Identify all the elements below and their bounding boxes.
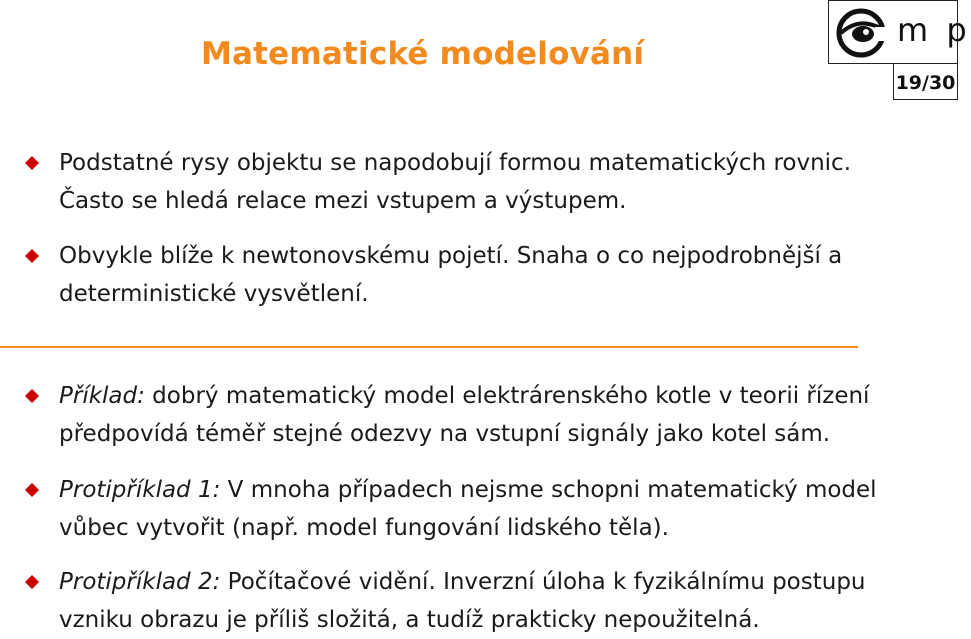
logo-letters: m p: [897, 11, 971, 49]
logo: [828, 0, 971, 64]
diamond-bullet-icon: [25, 249, 39, 263]
slide-title: Matematické modelování: [201, 36, 645, 72]
bullet-text: [59, 563, 919, 639]
bullet-text: [59, 471, 919, 547]
bullet-body: V mnoha případech nejsme schopni matematický model vůbec vytvořit (např. model fungování lidského těla).: [59, 477, 877, 541]
bullet-body: dobrý matematický model elektrárenského kotle v teorii řízení předpovídá téměř stejné odezvy na vstupní signály jako kotel sám.: [59, 383, 870, 447]
bullet-label: Příklad:: [59, 383, 145, 409]
diamond-bullet-icon: [25, 156, 39, 170]
page-number: 19/30: [893, 64, 958, 100]
bullet-body: Počítačové vidění. Inverzní úloha k fyzikálnímu postupu vzniku obrazu je příliš složitá, a tudíž prakticky nepoužitelná.: [59, 569, 866, 633]
bullet-text: [59, 377, 919, 453]
diamond-bullet-icon: [25, 483, 39, 497]
bullet-label: Protipříklad 1:: [59, 477, 221, 503]
bullet-text: Obvykle blíže k newtonovskému pojetí. Snaha o co nejpodrobnější a deterministické vysvětlení.: [59, 243, 843, 307]
diamond-bullet-icon: [25, 575, 39, 589]
bullet-label: Protipříklad 2:: [59, 569, 221, 595]
diamond-bullet-icon: [25, 389, 39, 403]
eye-logo-icon: [835, 5, 891, 61]
bullet-text: Podstatné rysy objektu se napodobují formou matematických rovnic. Často se hledá relace mezi vstupem a výstupem.: [59, 150, 852, 214]
section-divider: [0, 346, 858, 348]
